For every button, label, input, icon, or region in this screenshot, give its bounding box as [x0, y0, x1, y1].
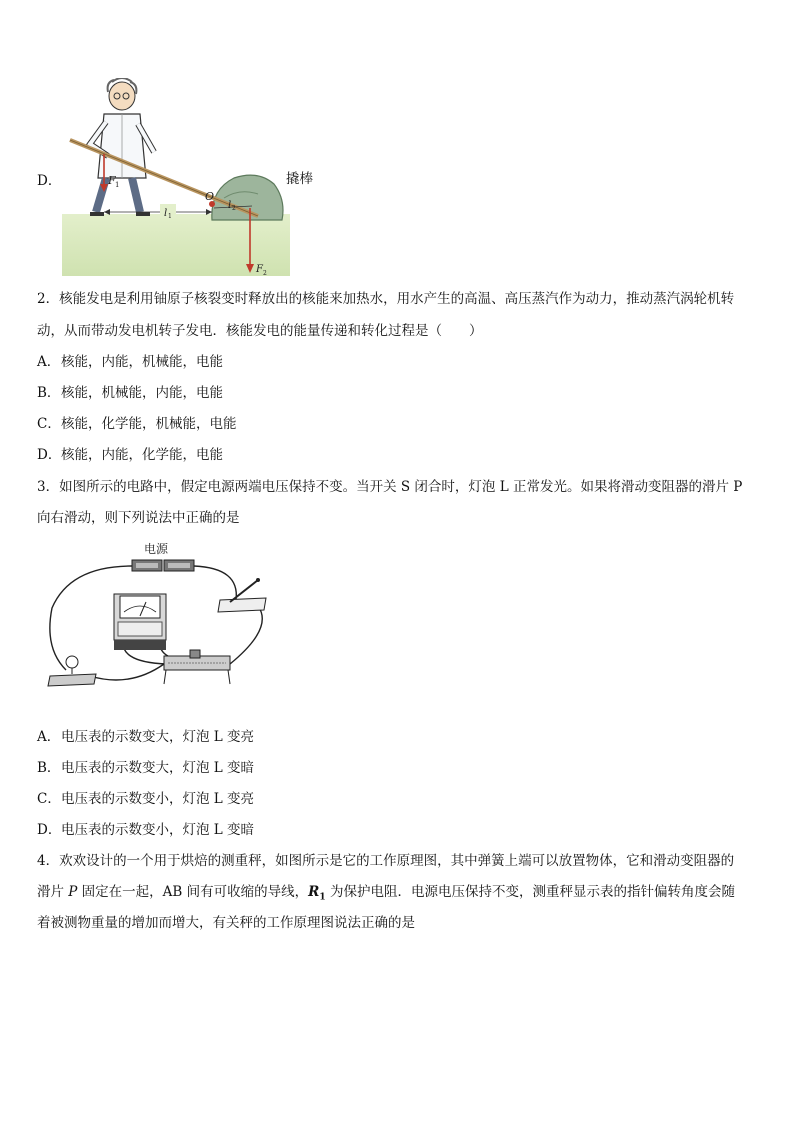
q2-stem-line1: 2．核能发电是利用铀原子核裂变时释放出的核能来加热水，用水产生的高温、高压蒸汽作为动力，推动蒸汽涡轮机转	[37, 291, 735, 307]
svg-text:2: 2	[263, 270, 267, 277]
rheostat-icon	[164, 650, 230, 684]
scientist-icon	[90, 78, 154, 214]
svg-text:1: 1	[115, 181, 120, 189]
q2-stem-line2: 动，从而带动发电机转子发电．核能发电的能量传递和转化过程是（ ）	[37, 323, 483, 339]
voltmeter-icon	[114, 594, 166, 650]
q2-option-b[interactable]: B．核能，机械能，内能，电能	[37, 385, 223, 401]
q2-option-a[interactable]: A．核能，内能，机械能，电能	[37, 354, 223, 370]
q3-option-b[interactable]: B．电压表的示数变大，灯泡 L 变暗	[37, 760, 255, 776]
q4-stem-line1: 4．欢欢设计的一个用于烘焙的测重秤，如图所示是它的工作原理图，其中弹簧上端可以放置物体，它和滑动变阻器的	[37, 853, 735, 869]
svg-text:电源: 电源	[144, 542, 169, 556]
lever-figure-caption: 撬棒	[286, 171, 313, 187]
q3-option-d[interactable]: D．电压表的示数变小，灯泡 L 变暗	[37, 822, 255, 838]
svg-text:O: O	[205, 190, 215, 203]
svg-text:l: l	[164, 208, 168, 219]
battery-icon	[132, 560, 194, 571]
q3-stem-line1: 3．如图所示的电路中，假定电源两端电压保持不变。当开关 S 闭合时，灯泡 L 正常发光。如果将滑动变阻器的滑片 P	[37, 479, 743, 495]
svg-text:l: l	[228, 200, 232, 211]
q4-stem-line3: 着被测物重量的增加而增大，有关秤的工作原理图说法正确的是	[37, 915, 415, 931]
switch-icon	[218, 578, 266, 612]
bulb-icon	[48, 656, 96, 686]
svg-text:F: F	[256, 264, 263, 275]
q3-stem-line2: 向右滑动，则下列说法中正确的是	[37, 510, 240, 526]
q3-option-a[interactable]: A．电压表的示数变大，灯泡 L 变亮	[37, 729, 255, 745]
f1-label: F	[108, 174, 116, 187]
q4-stem-line2: 滑片 P 固定在一起，AB 间有可收缩的导线，$R_1$ 为保护电阻．电源电压保持不变，测重秤显示表的指针偏转角度会随	[37, 884, 735, 903]
svg-text:1: 1	[168, 213, 172, 220]
q2-option-d[interactable]: D．核能，内能，化学能，电能	[37, 447, 223, 463]
svg-text:2: 2	[232, 205, 236, 212]
circuit-figure	[40, 538, 276, 690]
q3-option-c[interactable]: C．电压表的示数变小，灯泡 L 变亮	[37, 791, 255, 807]
q2-option-c[interactable]: C．核能，化学能，机械能，电能	[37, 416, 237, 432]
lever-figure	[62, 78, 292, 278]
q1-option-d-label: D．	[37, 173, 62, 189]
